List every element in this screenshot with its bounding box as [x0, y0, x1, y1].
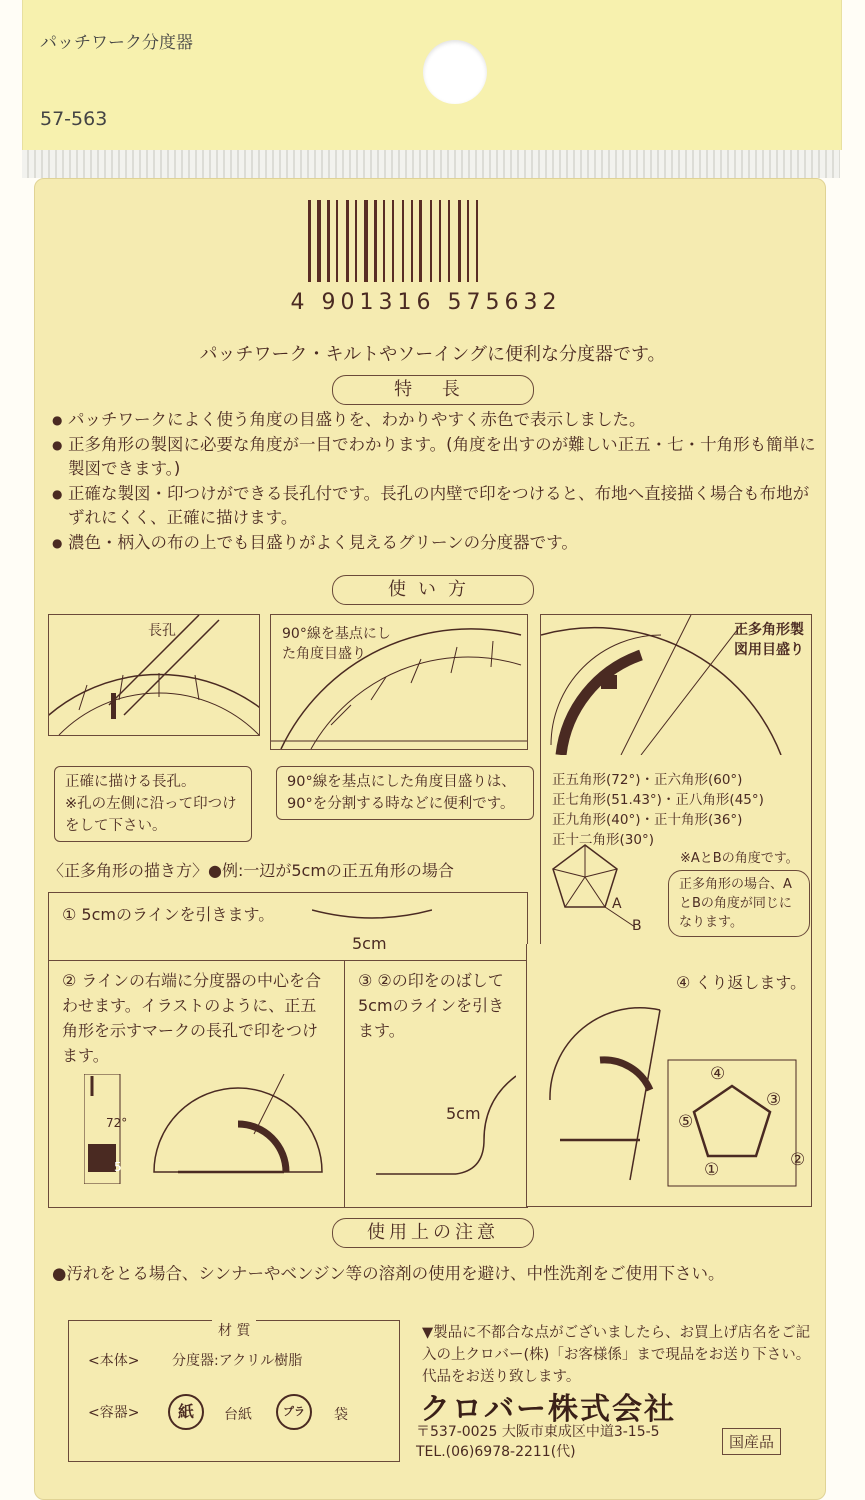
step-2-text: ② ラインの右端に分度器の中心を合わせます。イラストのように、正五角形を示すマークの長孔で印をつけます。	[62, 971, 321, 1065]
step-4-num-2: ②	[790, 1150, 806, 1170]
maker-name: クロバー株式会社	[420, 1392, 676, 1427]
step-4-num-3: ③	[766, 1090, 782, 1110]
step-4-illustration	[540, 1000, 802, 1200]
step-3-length: 5cm	[446, 1104, 481, 1123]
barcode-bar	[439, 200, 441, 282]
paper-label: 台紙	[224, 1407, 252, 1423]
label-b: B	[632, 918, 642, 934]
barcode-bar	[383, 200, 385, 282]
barcode-bar	[346, 200, 349, 282]
customer-service-note: ▼製品に不都合な点がございましたら、お買上げ店名をご記入の上クロバー(株)「お客様係」まで現品をお送り下さい。代品をお送り致します。	[422, 1325, 811, 1385]
steps-title: 〈正多角形の描き方〉●例:一辺が5cmの正五角形の場合	[48, 861, 454, 880]
90-scale-note: 90°線を基点にした角度目盛りは、90°を分割する時などに便利です。	[276, 766, 534, 820]
barcode-number: 4 901316 575632	[290, 290, 562, 315]
step-4-num-5: ⑤	[678, 1112, 694, 1132]
barcode-bar	[448, 200, 450, 282]
step-1-text: ① 5cmのラインを引きます。	[62, 905, 275, 924]
feature-item: ● 濃色・柄入の布の上でも目盛りがよく見えるグリーンの分度器です。	[52, 531, 822, 556]
step-4-text: ④ くり返します。	[676, 973, 807, 992]
barcode-bar	[336, 200, 338, 282]
materials-heading: 材 質	[212, 1320, 256, 1340]
product-name: パッチワーク分度器	[40, 33, 193, 53]
barcode-bar	[430, 200, 432, 282]
plastic-label: 袋	[334, 1407, 348, 1423]
paper-recycle-icon: 紙	[168, 1394, 204, 1430]
heat-seal-strip	[22, 150, 840, 178]
label-a: A	[612, 896, 622, 912]
step-2-mark-5: 5	[114, 1160, 122, 1174]
barcode-bar	[317, 200, 321, 282]
barcode-bar	[458, 200, 461, 282]
made-in-japan-badge: 国産品	[722, 1428, 781, 1455]
long-hole-note: 正確に描ける長孔。 ※孔の左側に沿って印つけをして下さい。	[54, 766, 252, 842]
polygon-angle-list: 正五角形(72°)・正六角形(60°) 正七角形(51.43°)・正八角形(45°) 正九角形(40°)・正十角形(36°) 正十二角形(30°)	[552, 772, 764, 848]
barcode-bar	[308, 200, 311, 282]
step-1-length: 5cm	[352, 934, 387, 953]
barcode-bar	[402, 200, 404, 282]
address-line: 〒537-0025 大阪市東成区中道3-15-5	[416, 1424, 660, 1440]
step-1-line	[312, 908, 432, 928]
product-code: 57-563	[40, 108, 108, 130]
long-hole-label: 長孔	[148, 623, 176, 639]
barcode	[308, 200, 556, 288]
barcode-bar	[419, 200, 422, 282]
caution-heading: 使用上の注意	[332, 1218, 534, 1248]
caution-text: ●汚れをとる場合、シンナーやベンジン等の溶剤の使用を避け、中性洗剤をご使用下さい。	[52, 1264, 725, 1283]
tel-line: TEL.(06)6978-2211(代)	[416, 1444, 576, 1460]
features-list	[52, 408, 822, 555]
hang-hole	[423, 40, 487, 104]
barcode-bar	[467, 200, 469, 282]
90-scale-label: 90°線を基点にした角度目盛り	[282, 626, 391, 662]
barcode-bar	[355, 200, 357, 282]
container-label: <容器>	[88, 1405, 140, 1421]
ab-angle-note: ※AとBの角度です。	[680, 851, 799, 866]
maker-address	[416, 1422, 660, 1462]
ab-angle-callout: 正多角形の場合、AとBの角度が同じになります。	[668, 870, 810, 937]
usage-heading: 使い方	[332, 575, 534, 605]
features-heading: 特 長	[332, 375, 534, 405]
feature-item: ● 正多角形の製図に必要な角度が一目でわかります。(角度を出すのが難しい正五・七・十角形も簡単に製図できます。)	[52, 433, 822, 482]
barcode-bar	[411, 200, 413, 282]
barcode-bar	[364, 200, 368, 282]
feature-item: ● 正確な製図・印つけができる長孔付です。長孔の内壁で印をつけると、布地へ直接描く場合も布地がずれにくく、正確に描けます。	[52, 482, 822, 531]
barcode-bar	[392, 200, 394, 282]
barcode-bar	[327, 200, 330, 282]
step-4-num-4: ④	[710, 1064, 726, 1084]
polygon-scale-label: 正多角形製図用目盛り	[734, 622, 804, 658]
body-label: <本体>	[88, 1353, 140, 1369]
step-3-illustration	[356, 1060, 516, 1180]
header-card	[22, 0, 842, 150]
plastic-recycle-icon: プラ	[276, 1394, 312, 1430]
barcode-bar	[374, 200, 377, 282]
pentagon-diagram	[545, 835, 665, 945]
tagline: パッチワーク・キルトやソーイングに便利な分度器です。	[199, 344, 666, 365]
barcode-bar	[476, 200, 478, 282]
body-material: 分度器:アクリル樹脂	[172, 1353, 303, 1369]
step-2-angle-label: 72°	[106, 1116, 128, 1130]
feature-item: ● パッチワークによく使う角度の目盛りを、わかりやすく赤色で表示しました。	[52, 408, 822, 433]
materials-box	[68, 1320, 400, 1462]
step-4-num-1: ①	[704, 1160, 720, 1180]
step-3-text: ③ ②の印をのばして5cmのラインを引きます。	[358, 971, 505, 1040]
